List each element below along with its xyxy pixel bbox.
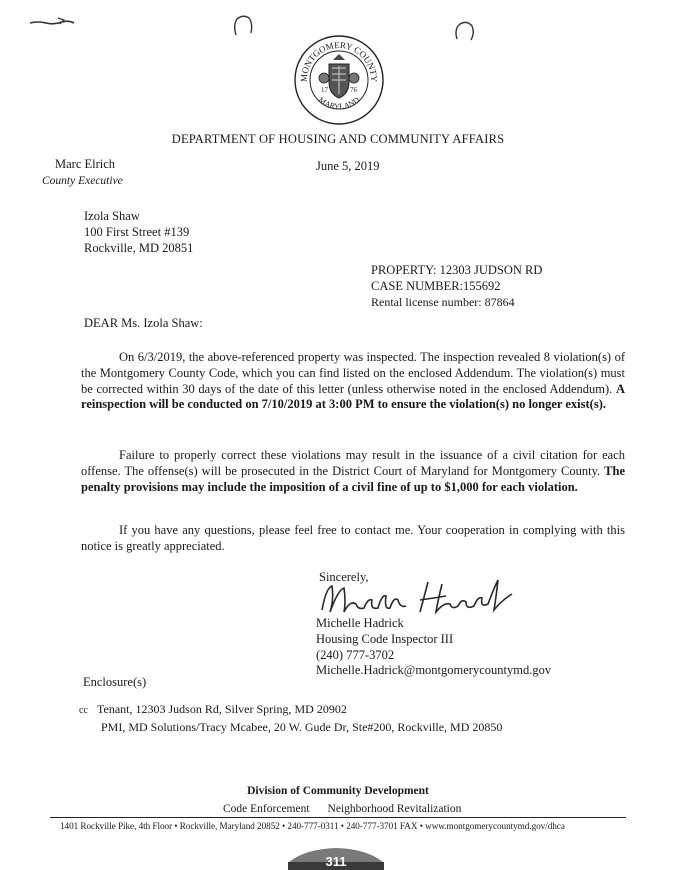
recipient-street: 100 First Street #139	[84, 225, 190, 239]
seal-year-right: 76	[350, 86, 357, 94]
case-number: CASE NUMBER:155692	[371, 279, 501, 293]
contact-text: If you have any questions, please feel free to contact me. Your cooperation in complying with this notice is greatly appreciated.	[81, 523, 625, 553]
paragraph-inspection	[81, 350, 625, 413]
seal-bottom-text: MARYLAND	[316, 95, 362, 112]
penalty-notice: The penalty provisions may include the imposition of a civil fine of up to $1,000 for each violation.	[81, 463, 625, 494]
cc-mark: cc	[79, 705, 88, 716]
inspection-text: On 6/3/2019, the above-referenced property was inspected. The inspection revealed 8 violation(s) of the Montgomery County Code, which you can find listed on the enclosed Addendum. The violation(s) must be corrected within 30 days of the date of this letter (unless otherwise noted in the enclosed Addendum).	[81, 350, 625, 396]
cc-block	[79, 701, 502, 735]
cc-recipient-tenant: Tenant, 12303 Judson Rd, Silver Spring, MD 20902	[97, 702, 347, 716]
logo-text: 311	[325, 854, 347, 869]
paragraph-penalty	[81, 448, 625, 495]
footer-address-line: 1401 Rockville Pike, 4th Floor • Rockville, Maryland 20852 • 240-777-0311 • 240-777-3701 FAX • www.montgomerycountymd.gov/dhca	[60, 821, 565, 831]
signer-name: Michelle Hadrick	[316, 616, 404, 630]
signer-phone: (240) 777-3702	[316, 647, 395, 662]
letter-date: June 5, 2019	[316, 159, 380, 173]
punch-hole-mark	[452, 19, 476, 45]
signer-email: Michelle.Hadrick@montgomerycountymd.gov	[316, 663, 552, 678]
salutation: DEAR Ms. Izola Shaw:	[84, 316, 203, 330]
cc-recipient-manager: PMI, MD Solutions/Tracy Mcabee, 20 W. Gude Dr, Ste#200, Rockville, MD 20850	[101, 720, 503, 734]
311-logo	[284, 845, 388, 870]
scan-mark	[28, 14, 78, 28]
reinspection-notice: A reinspection will be conducted on 7/10/2019 at 3:00 PM to ensure the violation(s) no longer exist(s).	[81, 381, 626, 412]
punch-hole-mark	[231, 13, 255, 39]
county-executive-name: Marc Elrich	[55, 157, 116, 171]
unit-code-enforcement: Code Enforcement	[223, 803, 310, 815]
signature-block	[316, 616, 551, 679]
handwritten-signature	[316, 574, 526, 620]
department-heading: DEPARTMENT OF HOUSING AND COMMUNITY AFFAIRS	[171, 132, 505, 146]
county-seal-logo	[293, 34, 385, 126]
enclosure-note: Enclosure(s)	[83, 675, 147, 689]
footer-divider	[50, 817, 626, 818]
division-units	[223, 803, 461, 815]
seal-year-left: 17	[321, 86, 328, 94]
seal-top-text: MONTGOMERY COUNTY	[298, 39, 380, 83]
county-executive-title: County Executive	[42, 175, 123, 187]
signer-title: Housing Code Inspector III	[316, 631, 454, 646]
recipient-name: Izola Shaw	[84, 209, 140, 223]
division-name: Division of Community Development	[247, 785, 429, 797]
rental-license: Rental license number: 87864	[371, 295, 515, 309]
paragraph-contact	[81, 523, 625, 555]
recipient-city: Rockville, MD 20851	[84, 241, 194, 255]
unit-neighborhood-revitalization: Neighborhood Revitalization	[327, 803, 462, 815]
recipient-address	[84, 208, 193, 256]
property-block	[371, 262, 542, 310]
property-address: PROPERTY: 12303 JUDSON RD	[371, 263, 543, 277]
penalty-text: Failure to properly correct these violations may result in the issuance of a civil citation for each offense. The offense(s) will be prosecuted in the District Court of Maryland for Montgomery County.	[81, 448, 625, 478]
closing-sincerely: Sincerely,	[319, 570, 369, 584]
